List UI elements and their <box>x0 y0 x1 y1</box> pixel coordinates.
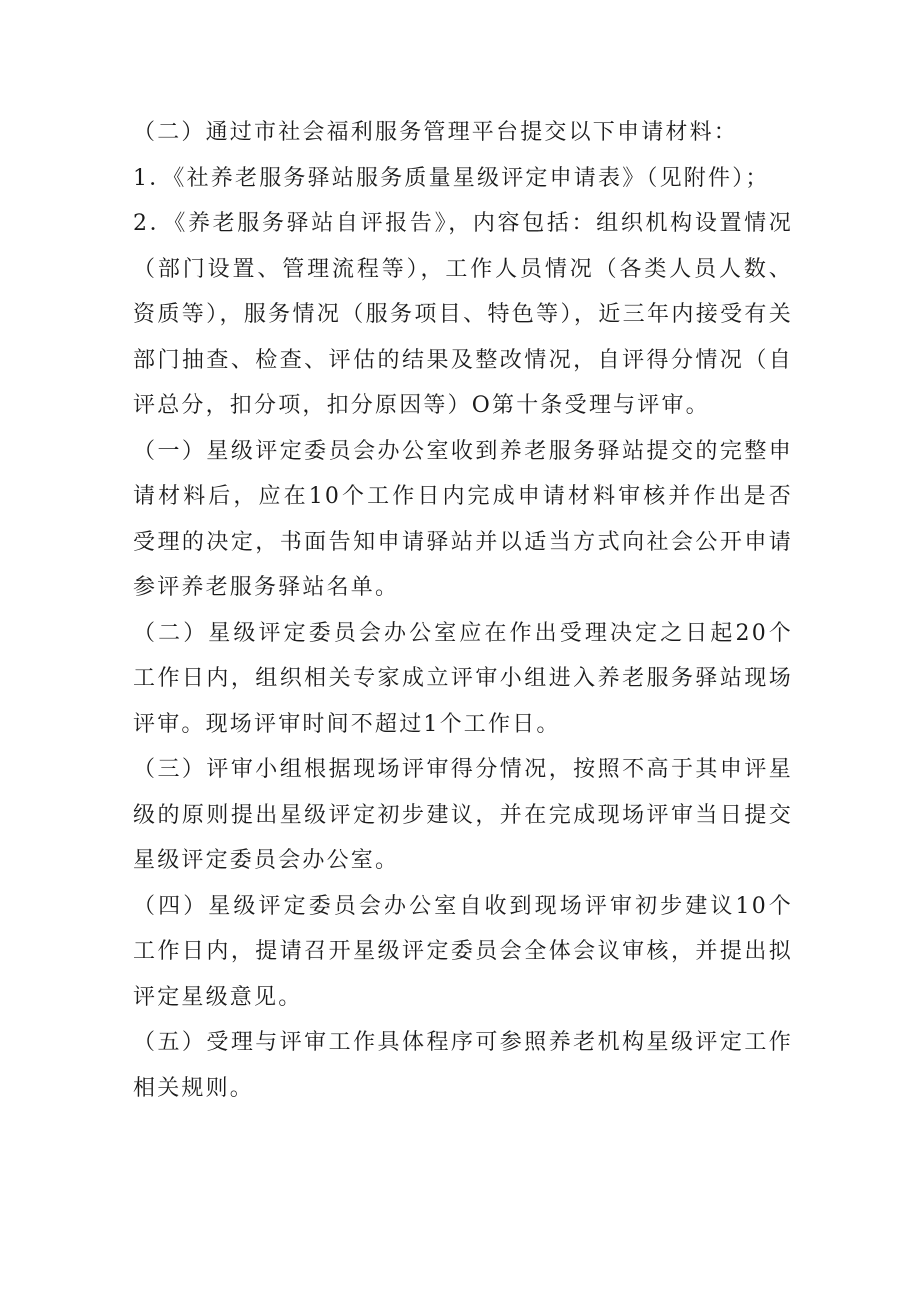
paragraph-preliminary-suggestion: （三）评审小组根据现场评审得分情况，按照不高于其申评星级的原则提出星级评定初步建议，并在完成现场评审当日提交星级评定委员会办公室。 <box>133 757 793 873</box>
document-body <box>133 110 793 1111</box>
paragraph-onsite-review: （二）星级评定委员会办公室应在作出受理决定之日起20个工作日内，组织相关专家成立评审小组进入养老服务驿站现场评审。现场评审时间不超过1个工作日。 <box>133 620 793 737</box>
paragraph-submit-materials: （二）通过市社会福利服务管理平台提交以下申请材料： <box>133 120 739 145</box>
paragraph-committee-review: （四）星级评定委员会办公室自收到现场评审初步建议10个工作日内，提请召开星级评定委员会全体会议审核，并提出拟评定星级意见。 <box>133 893 793 1010</box>
paragraph-acceptance: （一）星级评定委员会办公室收到养老服务驿站提交的完整申请材料后，应在10个工作日内完成申请材料审核并作出是否受理的决定，书面告知申请驿站并以适当方式向社会公开申请参评养老服务驿站名单。 <box>133 438 793 600</box>
paragraph-item-2-self-report: 2．《养老服务驿站自评报告》，内容包括：组织机构设置情况（部门设置、管理流程等），工作人员情况（各类人员人数、资质等），服务情况（服务项目、特色等），近三年内接受有关部门抽查、检查、评估的结果及整改情况，自评得分情况（自评总分，扣分项，扣分原因等）O第十条受理与评审。 <box>133 211 793 418</box>
paragraph-item-1-application-form: 1．《社养老服务驿站服务质量星级评定申请表》（见附件）； <box>133 165 770 191</box>
paragraph-procedure-reference: （五）受理与评审工作具体程序可参照养老机构星级评定工作相关规则。 <box>133 1030 793 1101</box>
